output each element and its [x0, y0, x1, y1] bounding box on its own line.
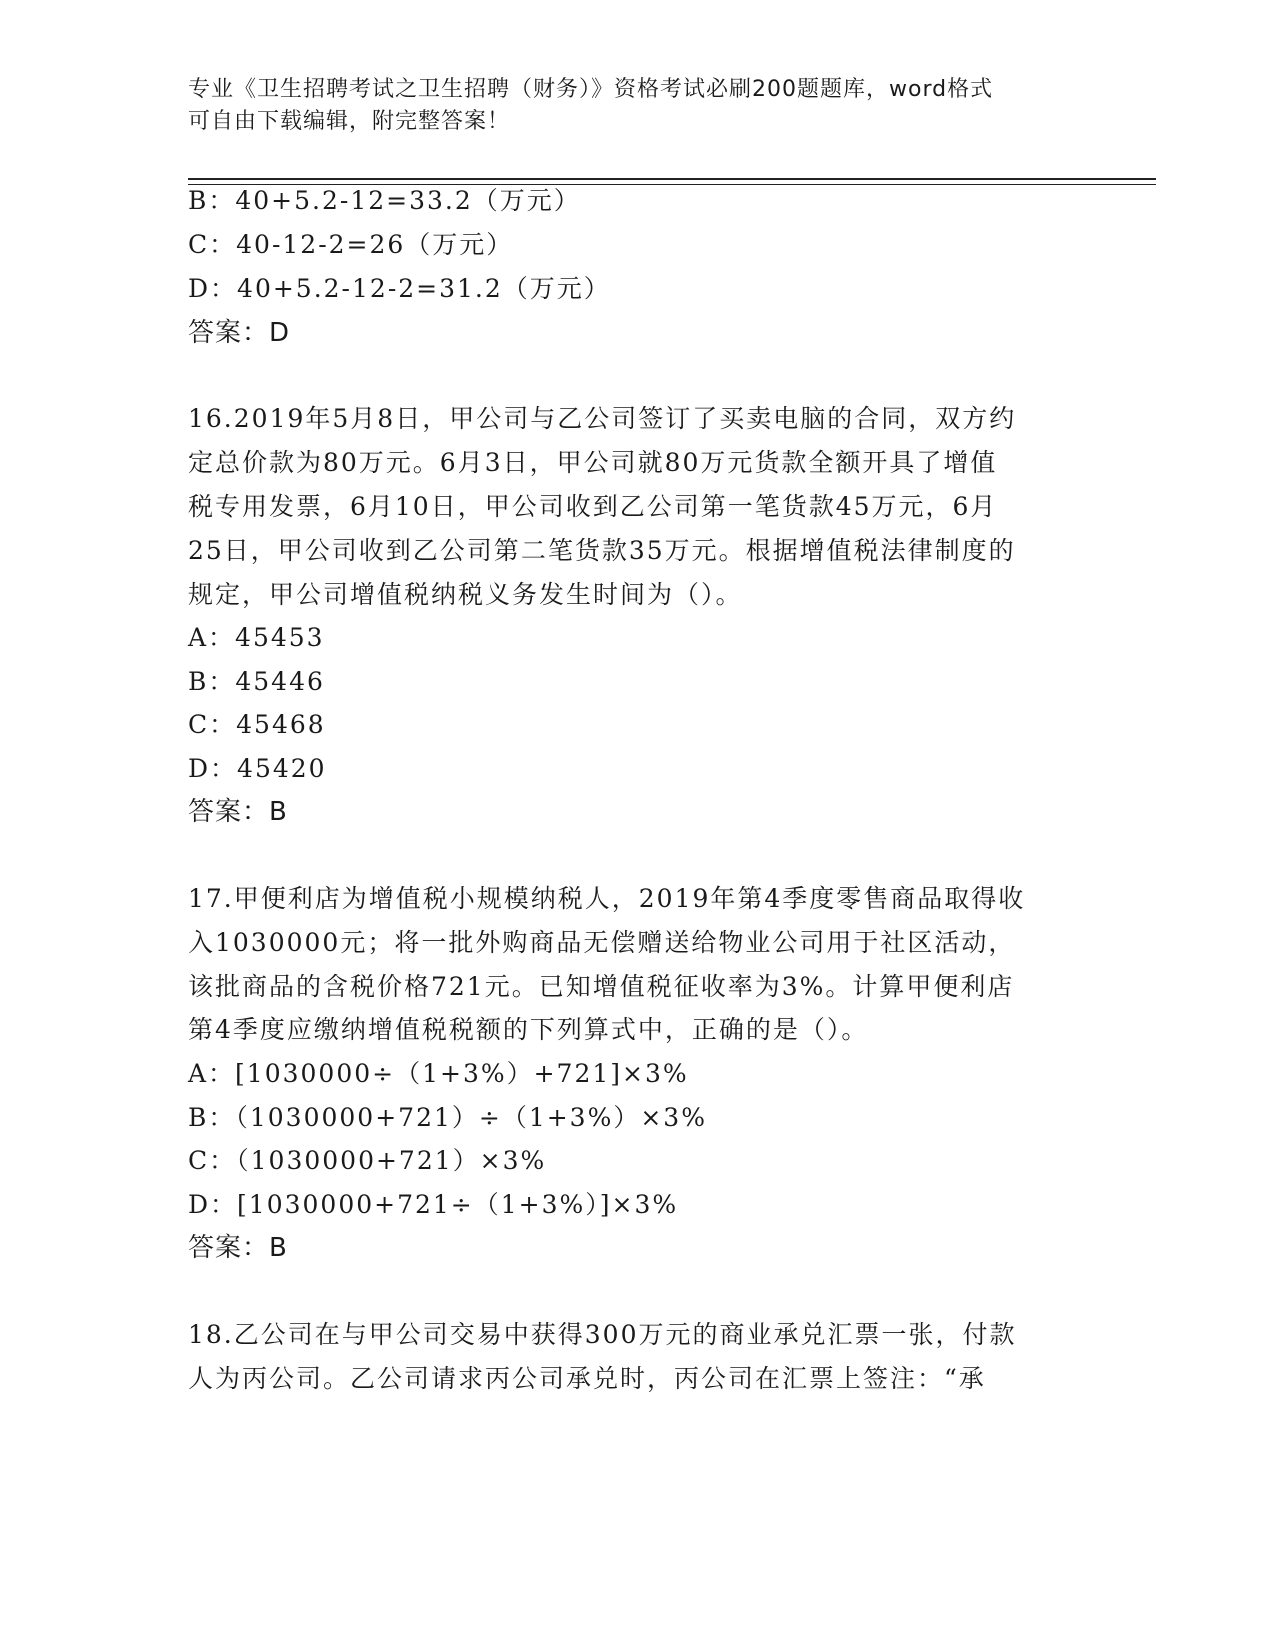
option-d: D：45420 — [188, 754, 327, 783]
option-d: D：40+5.2-12-2=31.2（万元） — [188, 274, 611, 303]
option-b: B：（1030000+721）÷（1+3%）×3% — [188, 1103, 707, 1132]
question-text-line: 17.甲便利店为增值税小规模纳税人，2019年第4季度零售商品取得收 — [188, 884, 1026, 913]
question-text-line: 定总价款为80万元。6月3日，甲公司就80万元货款全额开具了增值 — [188, 448, 998, 477]
question-text-line: 人为丙公司。乙公司请求丙公司承兑时，丙公司在汇票上签注：“承 — [188, 1364, 986, 1393]
question-text-line: 第4季度应缴纳增值税税额的下列算式中，正确的是（）。 — [188, 1015, 869, 1044]
answer: 答案：D — [188, 318, 291, 348]
header-rule-thick — [188, 178, 1156, 180]
question-text-line: 该批商品的含税价格721元。已知增值税征收率为3%。计算甲便利店 — [188, 972, 1015, 1001]
header-line-2: 可自由下载编辑，附完整答案！ — [188, 109, 511, 134]
header-line-1: 专业《卫生招聘考试之卫生招聘（财务）》资格考试必刷200题题库，word格式 — [188, 77, 994, 102]
question-text-line: 18.乙公司在与甲公司交易中获得300万元的商业承兑汇票一张，付款 — [188, 1320, 1017, 1349]
question-text-line: 税专用发票，6月10日，甲公司收到乙公司第一笔货款45万元，6月 — [188, 492, 998, 521]
option-b: B：45446 — [188, 667, 325, 696]
answer: 答案：B — [188, 797, 288, 827]
header-rule-thin — [188, 184, 1156, 185]
option-a: A：45453 — [188, 623, 325, 652]
option-c: C：40-12-2=26（万元） — [188, 230, 514, 259]
question-text-line: 入1030000元；将一批外购商品无偿赠送给物业公司用于社区活动， — [188, 928, 1016, 957]
option-a: A：[1030000÷（1+3%）+721]×3% — [188, 1059, 689, 1088]
question-text-line: 16.2019年5月8日，甲公司与乙公司签订了买卖电脑的合同，双方约 — [188, 404, 1017, 433]
option-d: D：[1030000+721÷（1+3%）]×3% — [188, 1190, 679, 1219]
option-c: C：45468 — [188, 710, 326, 739]
question-text-line: 规定，甲公司增值税纳税义务发生时间为（）。 — [188, 580, 743, 609]
question-text-line: 25日，甲公司收到乙公司第二笔货款35万元。根据增值税法律制度的 — [188, 536, 1016, 565]
option-c: C：（1030000+721）×3% — [188, 1146, 547, 1175]
answer: 答案：B — [188, 1233, 288, 1263]
option-b: B：40+5.2-12=33.2（万元） — [188, 186, 581, 215]
